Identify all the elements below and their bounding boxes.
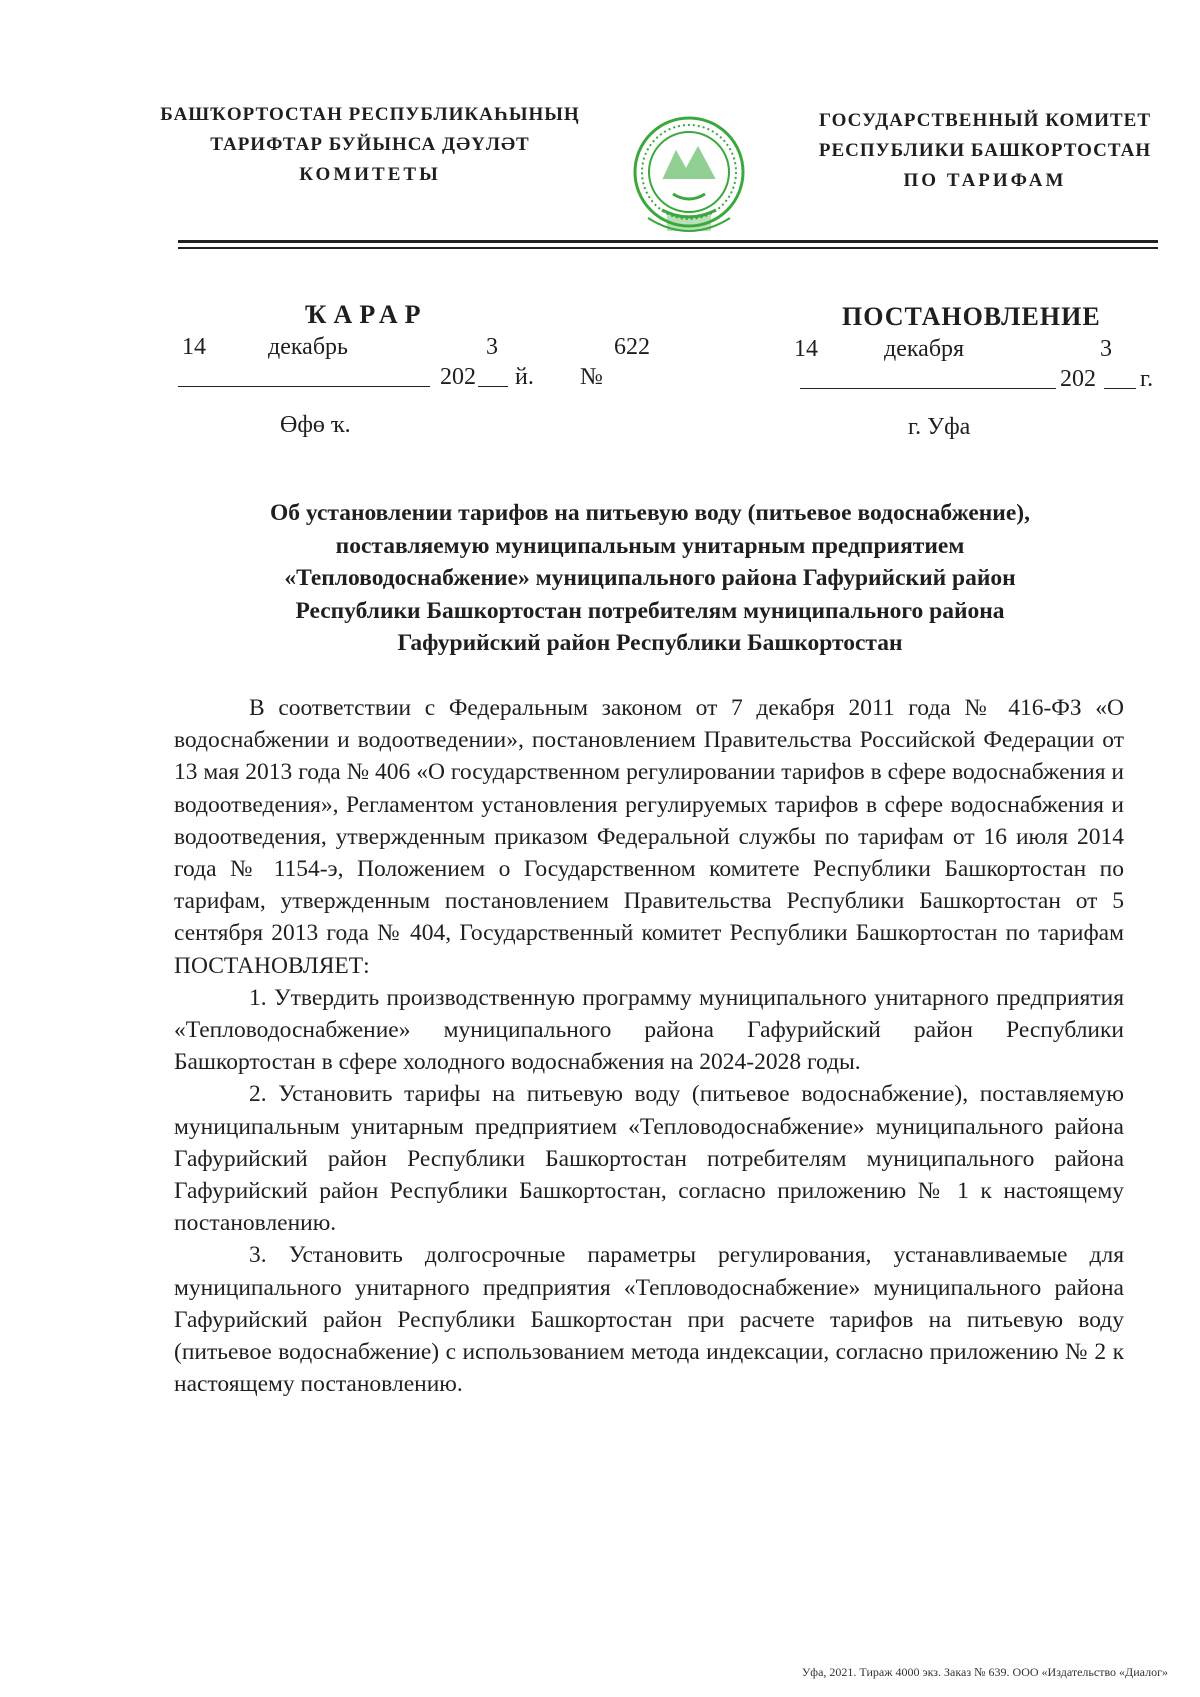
decree-city-bashkir: Өфө ҡ. [280, 412, 351, 438]
decree-city-russian: г. Уфа [908, 414, 971, 440]
decree-month-bashkir: декабрь [268, 334, 348, 360]
document-title-line: Об установлении тарифов на питьевую воду (питьевое водоснабжение), [270, 500, 1030, 526]
document-title [170, 497, 1130, 660]
decree-year-digit-russian: 3 [1100, 336, 1112, 362]
decree-title-bashkir: ҠАРАР [305, 300, 428, 329]
footer-imprint: Уфа, 2021. Тираж 4000 экз. Заказ № 639. ООО «Издательство «Диалог» [801, 1665, 1168, 1679]
document-title-line: «Тепловодоснабжение» муниципального района Гафурийский район [284, 565, 1016, 591]
decree-title-russian: ПОСТАНОВЛЕНИЕ [842, 302, 1101, 331]
clause-1-paragraph: 1. Утвердить производственную программу муниципального унитарного предприятия «Тепловодоснабжение» муниципального района Гафурийский район Республики Башкортостан в сфере холодного водоснабжения на 2024-2028 годы. [174, 984, 1124, 1076]
clause-3-paragraph: 3. Установить долгосрочные параметры регулирования, устанавливаемые для муниципального унитарного предприятия «Тепловодоснабжение» муниципального района Гафурийский район Республики Башкортостан при расчете тарифов на питьевую воду (питьевое водоснабжение) с использованием метода индексации, согласно приложению № 2 к настоящему постановлению. [174, 1242, 1124, 1398]
document-title-line: Гафурийский район Республики Башкортостан [397, 630, 903, 656]
document-body [174, 692, 1124, 1400]
header-left-line: КОМИТЕТЫ [299, 164, 441, 185]
date-underline-bashkir [178, 386, 430, 387]
header-left-bashkir [160, 100, 580, 190]
decree-year-digit-bashkir: 3 [486, 334, 498, 360]
clause-2-paragraph: 2. Установить тарифы на питьевую воду (питьевое водоснабжение), поставляемую муниципальным унитарным предприятием «Тепловодоснабжение» муниципального района Гафурийский район Республики Башкортостан потребителям муниципального района Гафурийский район Республики Башкортостан, согласно приложению № 1 к настоящему постановлению. [174, 1081, 1124, 1237]
header-right-russian [790, 106, 1180, 196]
header-left-line: ТАРИФТАР БУЙЫНСА ДӘҮЛӘТ [210, 134, 530, 155]
header-divider-thick [178, 240, 1158, 243]
decree-number: 622 [614, 334, 650, 360]
decree-year-suffix-russian: г. [1140, 366, 1154, 392]
date-underline-russian [800, 388, 1056, 389]
decree-year-suffix-bashkir: й. [515, 364, 534, 390]
header-divider-thin [178, 247, 1158, 249]
decree-year-prefix-bashkir: 202 [440, 364, 476, 390]
decree-day-russian: 14 [794, 336, 818, 362]
decree-day-bashkir: 14 [182, 334, 206, 360]
year-blank-russian [1104, 388, 1136, 389]
decree-month-russian: декабря [884, 336, 965, 362]
document-title-line: поставляемую муниципальным унитарным предприятием [335, 532, 965, 559]
year-blank-bashkir [478, 386, 508, 387]
republic-emblem-icon [628, 112, 750, 244]
header-right-line: ГОСУДАРСТВЕННЫЙ КОМИТЕТ [818, 110, 1152, 131]
header-left-line: БАШҠОРТОСТАН РЕСПУБЛИКАҺЫНЫҢ [160, 104, 580, 125]
document-title-line: Республики Башкортостан потребителям муниципального района [295, 597, 1005, 624]
preamble-paragraph: В соответствии с Федеральным законом от 7 декабря 2011 года № 416-ФЗ «О водоснабжении и водоотведении», постановлением Правительства Российской Федерации от 13 мая 2013 года № 406 «О государственном регулировании тарифов в сфере водоснабжения и водоотведения», Регламентом установления регулируемых тарифов в сфере водоснабжения и водоотведения, утвержденным приказом Федеральной службы по тарифам от 16 июля 2014 года № 1154-э, Положением о Государственном комитете Республики Башкортостан по тарифам, утвержденным постановлением Правительства Республики Башкортостан от 5 сентября 2013 года № 404, Государственный комитет Республики Башкортостан по тарифам ПОСТАНОВЛЯЕТ: [174, 695, 1124, 979]
header-right-line: ПО ТАРИФАМ [903, 170, 1067, 191]
header-right-line: РЕСПУБЛИКИ БАШКОРТОСТАН [818, 140, 1152, 161]
decree-year-prefix-russian: 202 [1060, 366, 1096, 392]
decree-number-sign: № [580, 364, 603, 390]
